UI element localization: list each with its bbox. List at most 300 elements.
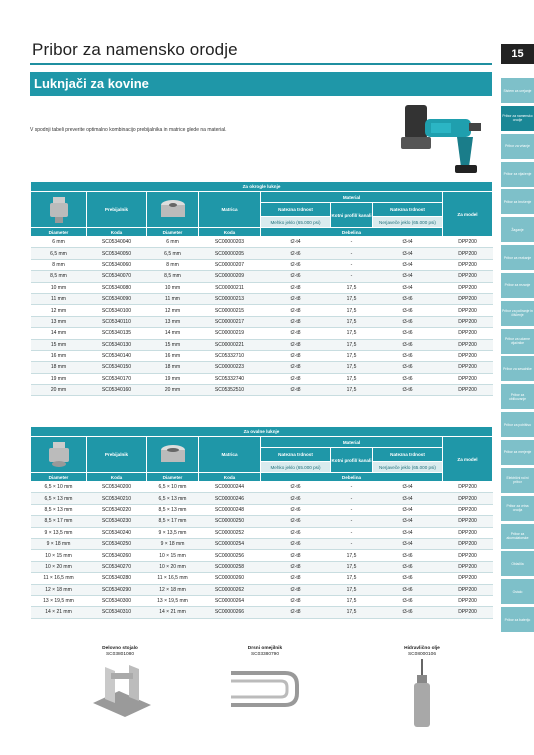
section-tab[interactable]: Pribor za poliranje in čiščenje (501, 301, 534, 326)
col-thickness: Debelina (261, 473, 443, 482)
table-cell: - (331, 271, 373, 282)
table-cell: DPP200 (443, 362, 493, 373)
table-cell: DPP200 (443, 607, 493, 618)
table-cell: 17,5 (331, 573, 373, 584)
table-cell: t3-t6 (373, 550, 443, 561)
table-cell: 17,5 (331, 339, 373, 350)
table-cell: t2-t6 (261, 259, 331, 270)
table-row (31, 573, 493, 584)
table-cell: DPP200 (443, 550, 493, 561)
table-cell: DPP200 (443, 482, 493, 493)
section-tab[interactable]: Pribor za oblikovanje (501, 384, 534, 409)
table-cell: 17,5 (331, 373, 373, 384)
table-cell: DPP200 (443, 271, 493, 282)
table-cell: SC00000250 (199, 516, 261, 527)
table-cell: 6,5 × 10 mm (147, 482, 199, 493)
table-cell: 18 mm (31, 362, 87, 373)
accessory-code: SC03380790 (250, 651, 279, 657)
table-cell: 6,5 × 13 mm (147, 493, 199, 504)
table-cell: 8,5 × 13 mm (31, 504, 87, 515)
table-cell: DPP200 (443, 561, 493, 572)
table-cell: t2-t6 (261, 493, 331, 504)
col-diameter: Diameter (31, 228, 87, 237)
table-row (31, 607, 493, 618)
table-cell: DPP200 (443, 339, 493, 350)
table-cell: t2-t6 (261, 482, 331, 493)
table-cell: 11 × 16,5 mm (147, 573, 199, 584)
section-tabs (501, 78, 534, 635)
section-title: Luknjači za kovine (34, 76, 149, 91)
table-cell: SC05340220 (87, 504, 147, 515)
table-cell: SC00000203 (199, 237, 261, 248)
mild-header: Natezna trdnost (261, 448, 331, 462)
table-cell: t2-t8 (261, 362, 331, 373)
accessory-work-stand (80, 646, 160, 722)
table-cell: 17,5 (331, 584, 373, 595)
table-cell: SC05340170 (87, 373, 147, 384)
stainless-sub-header: Nerjaveče jeklo (65.000 psi) (373, 217, 443, 228)
table-cell: 10 mm (147, 282, 199, 293)
table-cell: 12 × 18 mm (31, 584, 87, 595)
section-tab[interactable]: Sistem za urejanje (501, 78, 534, 103)
table-cell: t3-t4 (373, 516, 443, 527)
table-cell: DPP200 (443, 350, 493, 361)
section-tab[interactable]: Ostalo (501, 579, 534, 604)
table-cell: DPP200 (443, 305, 493, 316)
table-cell: SC05340210 (87, 493, 147, 504)
table-cell: t2-t6 (261, 271, 331, 282)
col-diameter: Diameter (147, 228, 199, 237)
table-cell: 8,5 × 17 mm (147, 516, 199, 527)
table-cell: SC05340200 (87, 482, 147, 493)
section-tab[interactable]: Žaganje (501, 217, 534, 242)
table-row (31, 584, 493, 595)
table-cell: t2-t6 (261, 516, 331, 527)
mild-sub-header: Mehko jeklo (65.000 psi) (261, 217, 331, 228)
table-cell: DPP200 (443, 385, 493, 396)
table-cell: 17,5 (331, 293, 373, 304)
die-image-cell (147, 437, 199, 473)
section-tab[interactable]: Oblačila (501, 551, 534, 576)
title-rule (30, 63, 492, 65)
table-cell: SC00000217 (199, 316, 261, 327)
table-cell: 6 mm (147, 237, 199, 248)
section-tab[interactable]: Pribor za udarne vijačnike (501, 329, 534, 354)
table-cell: t2-t8 (261, 607, 331, 618)
table-cell: DPP200 (443, 516, 493, 527)
table-row (31, 482, 493, 493)
table-cell: t2-t8 (261, 293, 331, 304)
table-cell: SC05340090 (87, 293, 147, 304)
table-cell: - (331, 482, 373, 493)
table-row (31, 282, 493, 293)
col-code: Koda (199, 228, 261, 237)
page-number: 15 (501, 44, 534, 64)
table-cell: DPP200 (443, 316, 493, 327)
stainless-header: Natezna trdnost (373, 448, 443, 462)
table-cell: 15 mm (31, 339, 87, 350)
table-row (31, 504, 493, 515)
table-cell: SC05340270 (87, 561, 147, 572)
section-tab[interactable]: Pribor za rezkanje (501, 245, 534, 270)
section-tab[interactable]: Pribor za sesalnike (501, 356, 534, 381)
table-cell: 20 mm (147, 385, 199, 396)
table-cell: 8,5 mm (31, 271, 87, 282)
table-cell: SC00000252 (199, 527, 261, 538)
table-cell: 8 mm (147, 259, 199, 270)
table-row (31, 516, 493, 527)
table-cell: SC00000256 (199, 550, 261, 561)
table-cell: SC05352510 (199, 385, 261, 396)
table-cell: SC00000215 (199, 305, 261, 316)
section-tab[interactable]: Pribor za akumulatorske (501, 524, 534, 549)
table-cell: t3-t6 (373, 362, 443, 373)
section-tab[interactable]: Pribor za vrtanje (501, 134, 534, 159)
oval-holes-table (30, 426, 492, 619)
table-cell: SC00000246 (199, 493, 261, 504)
table-cell: t2-t6 (261, 504, 331, 515)
table-cell: SC00000244 (199, 482, 261, 493)
table-cell: t3-t4 (373, 248, 443, 259)
table-cell: t2-t6 (261, 538, 331, 549)
table-cell: 12 × 18 mm (147, 584, 199, 595)
table-cell: 17,5 (331, 385, 373, 396)
page-title: Pribor za namensko orodje (32, 40, 238, 59)
table-cell: SC05340280 (87, 573, 147, 584)
table-cell: 8,5 × 13 mm (147, 504, 199, 515)
table-cell: t2-t8 (261, 550, 331, 561)
table-row (31, 339, 493, 350)
table-cell: t2-t8 (261, 305, 331, 316)
table-cell: t2-t8 (261, 373, 331, 384)
table-cell: SC00000262 (199, 584, 261, 595)
table-cell: t2-t8 (261, 282, 331, 293)
table-cell: SC00000266 (199, 607, 261, 618)
section-tab[interactable]: Električni ročni pribor (501, 468, 534, 493)
punch-image-cell (31, 192, 87, 228)
oval-punch-icon (48, 442, 70, 468)
table-cell: 16 mm (147, 350, 199, 361)
table-cell: t3-t6 (373, 350, 443, 361)
table-cell: 17,5 (331, 328, 373, 339)
table-cell: DPP200 (443, 237, 493, 248)
table-row (31, 385, 493, 396)
table-cell: 16 mm (31, 350, 87, 361)
table-row (31, 538, 493, 549)
table-cell: SC00000258 (199, 561, 261, 572)
table-cell: t2-t6 (261, 248, 331, 259)
table-cell: 17,5 (331, 607, 373, 618)
table-cell: 17,5 (331, 350, 373, 361)
table-cell: DPP200 (443, 584, 493, 595)
table-cell: t3-t4 (373, 493, 443, 504)
col-thickness: Debelina (261, 228, 443, 237)
table-cell: t3-t6 (373, 573, 443, 584)
table-cell: DPP200 (443, 538, 493, 549)
table-cell: SC00000264 (199, 595, 261, 606)
round-punch-icon (49, 197, 69, 223)
table-cell: SC05340160 (87, 385, 147, 396)
table-cell: SC00000205 (199, 248, 261, 259)
accessory-code: SC03801080 (105, 651, 134, 657)
table-cell: SC05340310 (87, 607, 147, 618)
table-cell: SC00000207 (199, 259, 261, 270)
table-cell: 8,5 × 17 mm (31, 516, 87, 527)
table-row (31, 248, 493, 259)
table-cell: 9 × 13,5 mm (31, 527, 87, 538)
table-cell: 11 mm (147, 293, 199, 304)
die-header: Matrica (199, 192, 261, 228)
table-cell: 18 mm (147, 362, 199, 373)
table-cell: - (331, 259, 373, 270)
round-die-icon (160, 199, 186, 221)
table-cell: SC05340130 (87, 339, 147, 350)
section-tab[interactable]: Pribor za rezanje (501, 273, 534, 298)
table-cell: DPP200 (443, 248, 493, 259)
table-cell: t3-t6 (373, 339, 443, 350)
die-image-cell (147, 192, 199, 228)
table-cell: 13 × 19,5 mm (31, 595, 87, 606)
accessory-hydraulic-oil (382, 646, 462, 732)
table-row (31, 328, 493, 339)
table-row (31, 373, 493, 384)
model-header: Za model (443, 192, 493, 237)
punch-header: Prebijalnik (87, 437, 147, 473)
table-cell: 17,5 (331, 305, 373, 316)
slide-stop-image (225, 663, 305, 713)
table-cell: - (331, 237, 373, 248)
table-row (31, 350, 493, 361)
table-cell: t3-t6 (373, 305, 443, 316)
table-cell: t2-t8 (261, 350, 331, 361)
table-cell: t3-t4 (373, 538, 443, 549)
table-cell: 6 mm (31, 237, 87, 248)
table-cell: 11 mm (31, 293, 87, 304)
table-cell: t2-t8 (261, 316, 331, 327)
table-row (31, 362, 493, 373)
table-cell: t3-t4 (373, 259, 443, 270)
table-cell: t2-t8 (261, 385, 331, 396)
table-cell: SC00000260 (199, 573, 261, 584)
table-cell: DPP200 (443, 493, 493, 504)
mild-header: Natezna trdnost (261, 203, 331, 217)
accessory-code: SC08000106 (407, 651, 436, 657)
table-cell: SC00000221 (199, 339, 261, 350)
oil-bottle-image (407, 659, 437, 729)
table-cell: t3-t4 (373, 527, 443, 538)
accessory-name: Delovno stojalo (102, 646, 138, 651)
section-tab[interactable]: Pribor za merjenje (501, 440, 534, 465)
table-cell: - (331, 504, 373, 515)
table-cell: t2-t8 (261, 339, 331, 350)
table-cell: SC00000211 (199, 282, 261, 293)
table-cell: DPP200 (443, 282, 493, 293)
table-cell: 11 × 16,5 mm (31, 573, 87, 584)
table-cell: SC00000223 (199, 362, 261, 373)
table-cell: 14 mm (31, 328, 87, 339)
table-cell: 9 × 13,5 mm (147, 527, 199, 538)
table-cell: 14 × 21 mm (147, 607, 199, 618)
work-stand-image (85, 659, 155, 719)
table-cell: - (331, 493, 373, 504)
section-tab[interactable]: Pribor za pohištvo (501, 412, 534, 437)
material-header: Material (261, 192, 443, 203)
table-cell: SC00000248 (199, 504, 261, 515)
table-caption: Za okrogle luknje (31, 182, 493, 192)
table-cell: 10 × 15 mm (147, 550, 199, 561)
table-cell: 13 × 19,5 mm (147, 595, 199, 606)
section-tab[interactable]: Pribor za vijačenje (501, 162, 534, 187)
table-cell: SC05340150 (87, 362, 147, 373)
stainless-sub-header: Nerjaveče jeklo (65.000 psi) (373, 462, 443, 473)
table-cell: DPP200 (443, 373, 493, 384)
table-cell: t2-t8 (261, 328, 331, 339)
table-cell: t2-t8 (261, 584, 331, 595)
table-cell: 8 mm (31, 259, 87, 270)
table-cell: SC05340260 (87, 550, 147, 561)
model-header: Za model (443, 437, 493, 482)
table-cell: 12 mm (147, 305, 199, 316)
table-cell: 15 mm (147, 339, 199, 350)
angle-header: Kotni profil/ kanali (331, 448, 373, 473)
table-cell: t3-t6 (373, 584, 443, 595)
table-cell: DPP200 (443, 259, 493, 270)
table-cell: 13 mm (31, 316, 87, 327)
col-code: Koda (87, 228, 147, 237)
table-caption: Za ovalne luknje (31, 427, 493, 437)
table-row (31, 561, 493, 572)
table-cell: 17,5 (331, 282, 373, 293)
table-cell: 17,5 (331, 362, 373, 373)
col-code: Koda (199, 473, 261, 482)
table-cell: t3-t4 (373, 237, 443, 248)
table-cell: - (331, 538, 373, 549)
punch-image-cell (31, 437, 87, 473)
accessory-name: Drsni omejilnik (247, 646, 283, 651)
table-cell: t3-t4 (373, 482, 443, 493)
accessory-name: Hidravlično olje (404, 646, 440, 651)
table-cell: SC05340050 (87, 248, 147, 259)
section-tab[interactable]: Pribor za vrtna orodja (501, 496, 534, 521)
table-cell: 6,5 × 13 mm (31, 493, 87, 504)
table-cell: SC00000219 (199, 328, 261, 339)
table-row (31, 271, 493, 282)
table-cell: 6,5 mm (147, 248, 199, 259)
table-row (31, 259, 493, 270)
table-cell: DPP200 (443, 595, 493, 606)
table-row (31, 293, 493, 304)
stainless-header: Natezna trdnost (373, 203, 443, 217)
section-tab[interactable]: Pribor za namensko orodje (501, 106, 534, 131)
table-cell: SC05340230 (87, 516, 147, 527)
table-cell: 8,5 mm (147, 271, 199, 282)
col-diameter: Diameter (31, 473, 87, 482)
table-row (31, 305, 493, 316)
table-cell: SC00000209 (199, 271, 261, 282)
table-cell: SC00000213 (199, 293, 261, 304)
table-cell: t3-t6 (373, 385, 443, 396)
table-cell: SC05340135 (87, 328, 147, 339)
table-cell: DPP200 (443, 328, 493, 339)
table-cell: DPP200 (443, 527, 493, 538)
section-tab[interactable]: Pribor za brušenje (501, 189, 534, 214)
round-holes-table (30, 181, 492, 396)
table-row (31, 237, 493, 248)
table-cell: SC05340240 (87, 527, 147, 538)
table-cell: 14 mm (147, 328, 199, 339)
material-header: Material (261, 437, 443, 448)
table-cell: SC05340040 (87, 237, 147, 248)
table-cell: 10 × 15 mm (31, 550, 87, 561)
table-cell: t3-t4 (373, 271, 443, 282)
table-cell: SC05340110 (87, 316, 147, 327)
section-tab[interactable]: Pribor za baterijo (501, 607, 534, 632)
table-cell: SC05340140 (87, 350, 147, 361)
table-cell: DPP200 (443, 293, 493, 304)
table-cell: 19 mm (147, 373, 199, 384)
table-cell: 17,5 (331, 595, 373, 606)
table-cell: SC05340300 (87, 595, 147, 606)
table-cell: 6,5 × 10 mm (31, 482, 87, 493)
table-cell: t3-t4 (373, 504, 443, 515)
col-diameter: Diameter (147, 473, 199, 482)
mild-sub-header: Mehko jeklo (65.000 psi) (261, 462, 331, 473)
punch-tool-image (395, 97, 495, 177)
col-code: Koda (87, 473, 147, 482)
table-cell: t2-t4 (261, 237, 331, 248)
table-cell: 20 mm (31, 385, 87, 396)
table-cell: SC05332740 (199, 373, 261, 384)
table-cell: t3-t6 (373, 373, 443, 384)
table-cell: t3-t6 (373, 561, 443, 572)
table-cell: 9 × 18 mm (147, 538, 199, 549)
table-cell: t2-t8 (261, 595, 331, 606)
table-cell: DPP200 (443, 573, 493, 584)
table-cell: 6,5 mm (31, 248, 87, 259)
table-cell: 10 × 20 mm (147, 561, 199, 572)
punch-header: Prebijalnik (87, 192, 147, 228)
table-cell: t3-t6 (373, 595, 443, 606)
table-row (31, 493, 493, 504)
table-cell: SC05340080 (87, 282, 147, 293)
table-cell: t3-t6 (373, 607, 443, 618)
table-cell: 10 × 20 mm (31, 561, 87, 572)
table-cell: 10 mm (31, 282, 87, 293)
accessory-slide-stop (220, 646, 310, 716)
table-cell: - (331, 248, 373, 259)
table-cell: 17,5 (331, 550, 373, 561)
table-cell: 17,5 (331, 561, 373, 572)
table-cell: t3-t6 (373, 293, 443, 304)
table-row (31, 316, 493, 327)
table-cell: DPP200 (443, 504, 493, 515)
table-cell: - (331, 527, 373, 538)
table-cell: t2-t8 (261, 573, 331, 584)
table-cell: t3-t4 (373, 282, 443, 293)
table-row (31, 527, 493, 538)
table-cell: t2-t6 (261, 527, 331, 538)
oval-die-icon (160, 444, 186, 466)
table-cell: SC05340060 (87, 259, 147, 270)
table-row (31, 595, 493, 606)
table-cell: 12 mm (31, 305, 87, 316)
table-cell: SC05340290 (87, 584, 147, 595)
table-cell: SC05332710 (199, 350, 261, 361)
table-cell: 17,5 (331, 316, 373, 327)
table-cell: t3-t6 (373, 328, 443, 339)
table-cell: 9 × 18 mm (31, 538, 87, 549)
table-cell: - (331, 516, 373, 527)
